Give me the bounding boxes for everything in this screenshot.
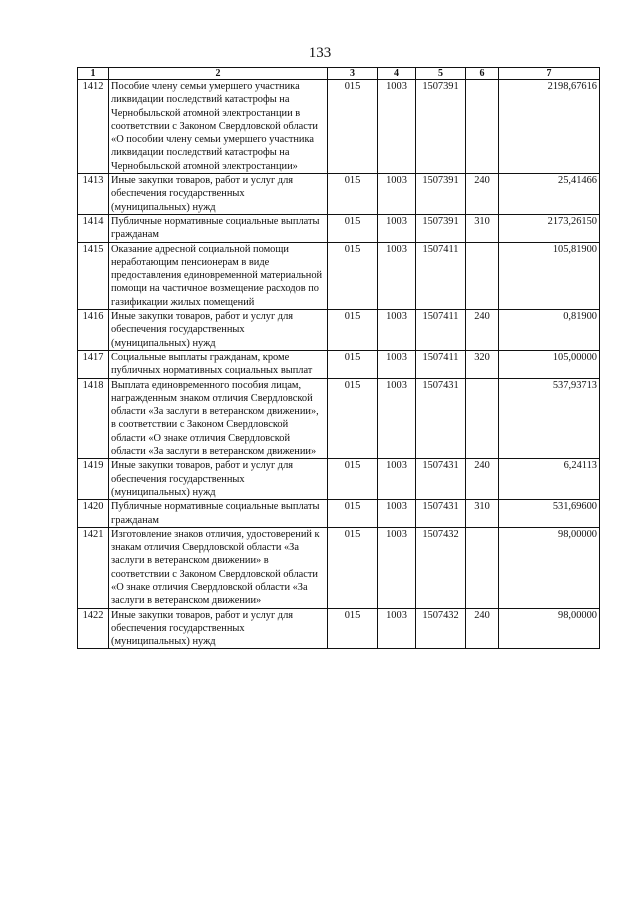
row-code-5: 1507391 (416, 214, 466, 242)
row-code-3: 015 (328, 527, 378, 608)
header-col-6: 6 (466, 68, 499, 80)
row-description: Публичные нормативные социальные выплаты гражданам (109, 500, 328, 528)
row-amount: 537,93713 (499, 378, 600, 459)
row-amount: 105,81900 (499, 242, 600, 309)
row-code-4: 1003 (378, 350, 416, 378)
row-number: 1420 (78, 500, 109, 528)
row-description: Публичные нормативные социальные выплаты гражданам (109, 214, 328, 242)
row-code-6: 240 (466, 459, 499, 500)
table-row (78, 459, 600, 500)
row-code-6: 320 (466, 350, 499, 378)
row-code-4: 1003 (378, 242, 416, 309)
row-number: 1417 (78, 350, 109, 378)
table-row (78, 242, 600, 309)
table-row (78, 214, 600, 242)
row-code-6 (466, 80, 499, 174)
row-code-3: 015 (328, 350, 378, 378)
row-code-3: 015 (328, 174, 378, 215)
row-code-5: 1507391 (416, 174, 466, 215)
row-number: 1419 (78, 459, 109, 500)
row-amount: 105,00000 (499, 350, 600, 378)
row-amount: 25,41466 (499, 174, 600, 215)
row-description: Иные закупки товаров, работ и услуг для обеспечения государственных (муниципальных) нужд (109, 310, 328, 351)
row-code-5: 1507431 (416, 500, 466, 528)
row-code-4: 1003 (378, 500, 416, 528)
row-description: Пособие члену семьи умершего участника ликвидации последствий катастрофы на Чернобыльской атомной электростанции в соответствии с Законом Свердловской области «О пособии члену семьи умершего участника ликвидации последствий катастрофы на Чернобыльской атомной электростанции» (109, 80, 328, 174)
row-description: Социальные выплаты гражданам, кроме публичных нормативных социальных выплат (109, 350, 328, 378)
row-code-5: 1507411 (416, 242, 466, 309)
row-description: Иные закупки товаров, работ и услуг для обеспечения государственных (муниципальных) нужд (109, 459, 328, 500)
row-number: 1422 (78, 608, 109, 649)
row-code-3: 015 (328, 310, 378, 351)
row-code-5: 1507432 (416, 608, 466, 649)
row-amount: 2173,26150 (499, 214, 600, 242)
row-number: 1414 (78, 214, 109, 242)
header-col-4: 4 (378, 68, 416, 80)
row-code-4: 1003 (378, 174, 416, 215)
row-code-6: 310 (466, 500, 499, 528)
row-amount: 531,69600 (499, 500, 600, 528)
row-description: Изготовление знаков отличия, удостоверений к знакам отличия Свердловской области «За заслуги в ветеранском движении» в соответствии с Законом Свердловской области «О знаке отличия Свердловской области «За заслуги в ветеранском движении» (109, 527, 328, 608)
row-code-3: 015 (328, 378, 378, 459)
row-code-6: 240 (466, 310, 499, 351)
row-code-5: 1507431 (416, 459, 466, 500)
row-code-6: 240 (466, 174, 499, 215)
row-code-6 (466, 242, 499, 309)
row-amount: 98,00000 (499, 527, 600, 608)
table-row (78, 310, 600, 351)
row-code-4: 1003 (378, 378, 416, 459)
row-description: Иные закупки товаров, работ и услуг для обеспечения государственных (муниципальных) нужд (109, 174, 328, 215)
table-row (78, 500, 600, 528)
row-description: Выплата единовременного пособия лицам, награжденным знаком отличия Свердловской области «За заслуги в ветеранском движении», в соответствии с Законом Свердловской области «О знаке отличия Свердловской области «За заслуги в ветеранском движении» (109, 378, 328, 459)
row-code-3: 015 (328, 80, 378, 174)
row-number: 1413 (78, 174, 109, 215)
row-number: 1412 (78, 80, 109, 174)
row-description: Иные закупки товаров, работ и услуг для обеспечения государственных (муниципальных) нужд (109, 608, 328, 649)
header-col-2: 2 (109, 68, 328, 80)
row-number: 1421 (78, 527, 109, 608)
row-description: Оказание адресной социальной помощи неработающим пенсионерам в виде предоставления единовременной материальной помощи на частичное возмещение расходов по газификации жилых помещений (109, 242, 328, 309)
row-amount: 98,00000 (499, 608, 600, 649)
row-code-4: 1003 (378, 608, 416, 649)
table-row (78, 350, 600, 378)
row-code-3: 015 (328, 214, 378, 242)
row-code-5: 1507432 (416, 527, 466, 608)
row-amount: 2198,67616 (499, 80, 600, 174)
row-code-5: 1507411 (416, 350, 466, 378)
row-code-4: 1003 (378, 527, 416, 608)
header-col-1: 1 (78, 68, 109, 80)
table-row (78, 608, 600, 649)
row-code-5: 1507411 (416, 310, 466, 351)
row-code-6: 240 (466, 608, 499, 649)
row-code-5: 1507391 (416, 80, 466, 174)
row-number: 1416 (78, 310, 109, 351)
header-col-7: 7 (499, 68, 600, 80)
header-col-3: 3 (328, 68, 378, 80)
row-code-3: 015 (328, 500, 378, 528)
row-code-4: 1003 (378, 459, 416, 500)
page-number: 133 (308, 45, 332, 61)
row-code-3: 015 (328, 459, 378, 500)
row-amount: 0,81900 (499, 310, 600, 351)
table-row (78, 80, 600, 174)
row-code-4: 1003 (378, 310, 416, 351)
row-code-3: 015 (328, 608, 378, 649)
row-code-4: 1003 (378, 80, 416, 174)
header-col-5: 5 (416, 68, 466, 80)
row-code-6 (466, 527, 499, 608)
table-row (78, 378, 600, 459)
row-code-6: 310 (466, 214, 499, 242)
budget-table (77, 67, 600, 649)
table-row (78, 527, 600, 608)
table-header-row (78, 68, 600, 80)
row-amount: 6,24113 (499, 459, 600, 500)
table-row (78, 174, 600, 215)
row-code-5: 1507431 (416, 378, 466, 459)
row-code-3: 015 (328, 242, 378, 309)
row-code-6 (466, 378, 499, 459)
row-number: 1418 (78, 378, 109, 459)
row-number: 1415 (78, 242, 109, 309)
row-code-4: 1003 (378, 214, 416, 242)
